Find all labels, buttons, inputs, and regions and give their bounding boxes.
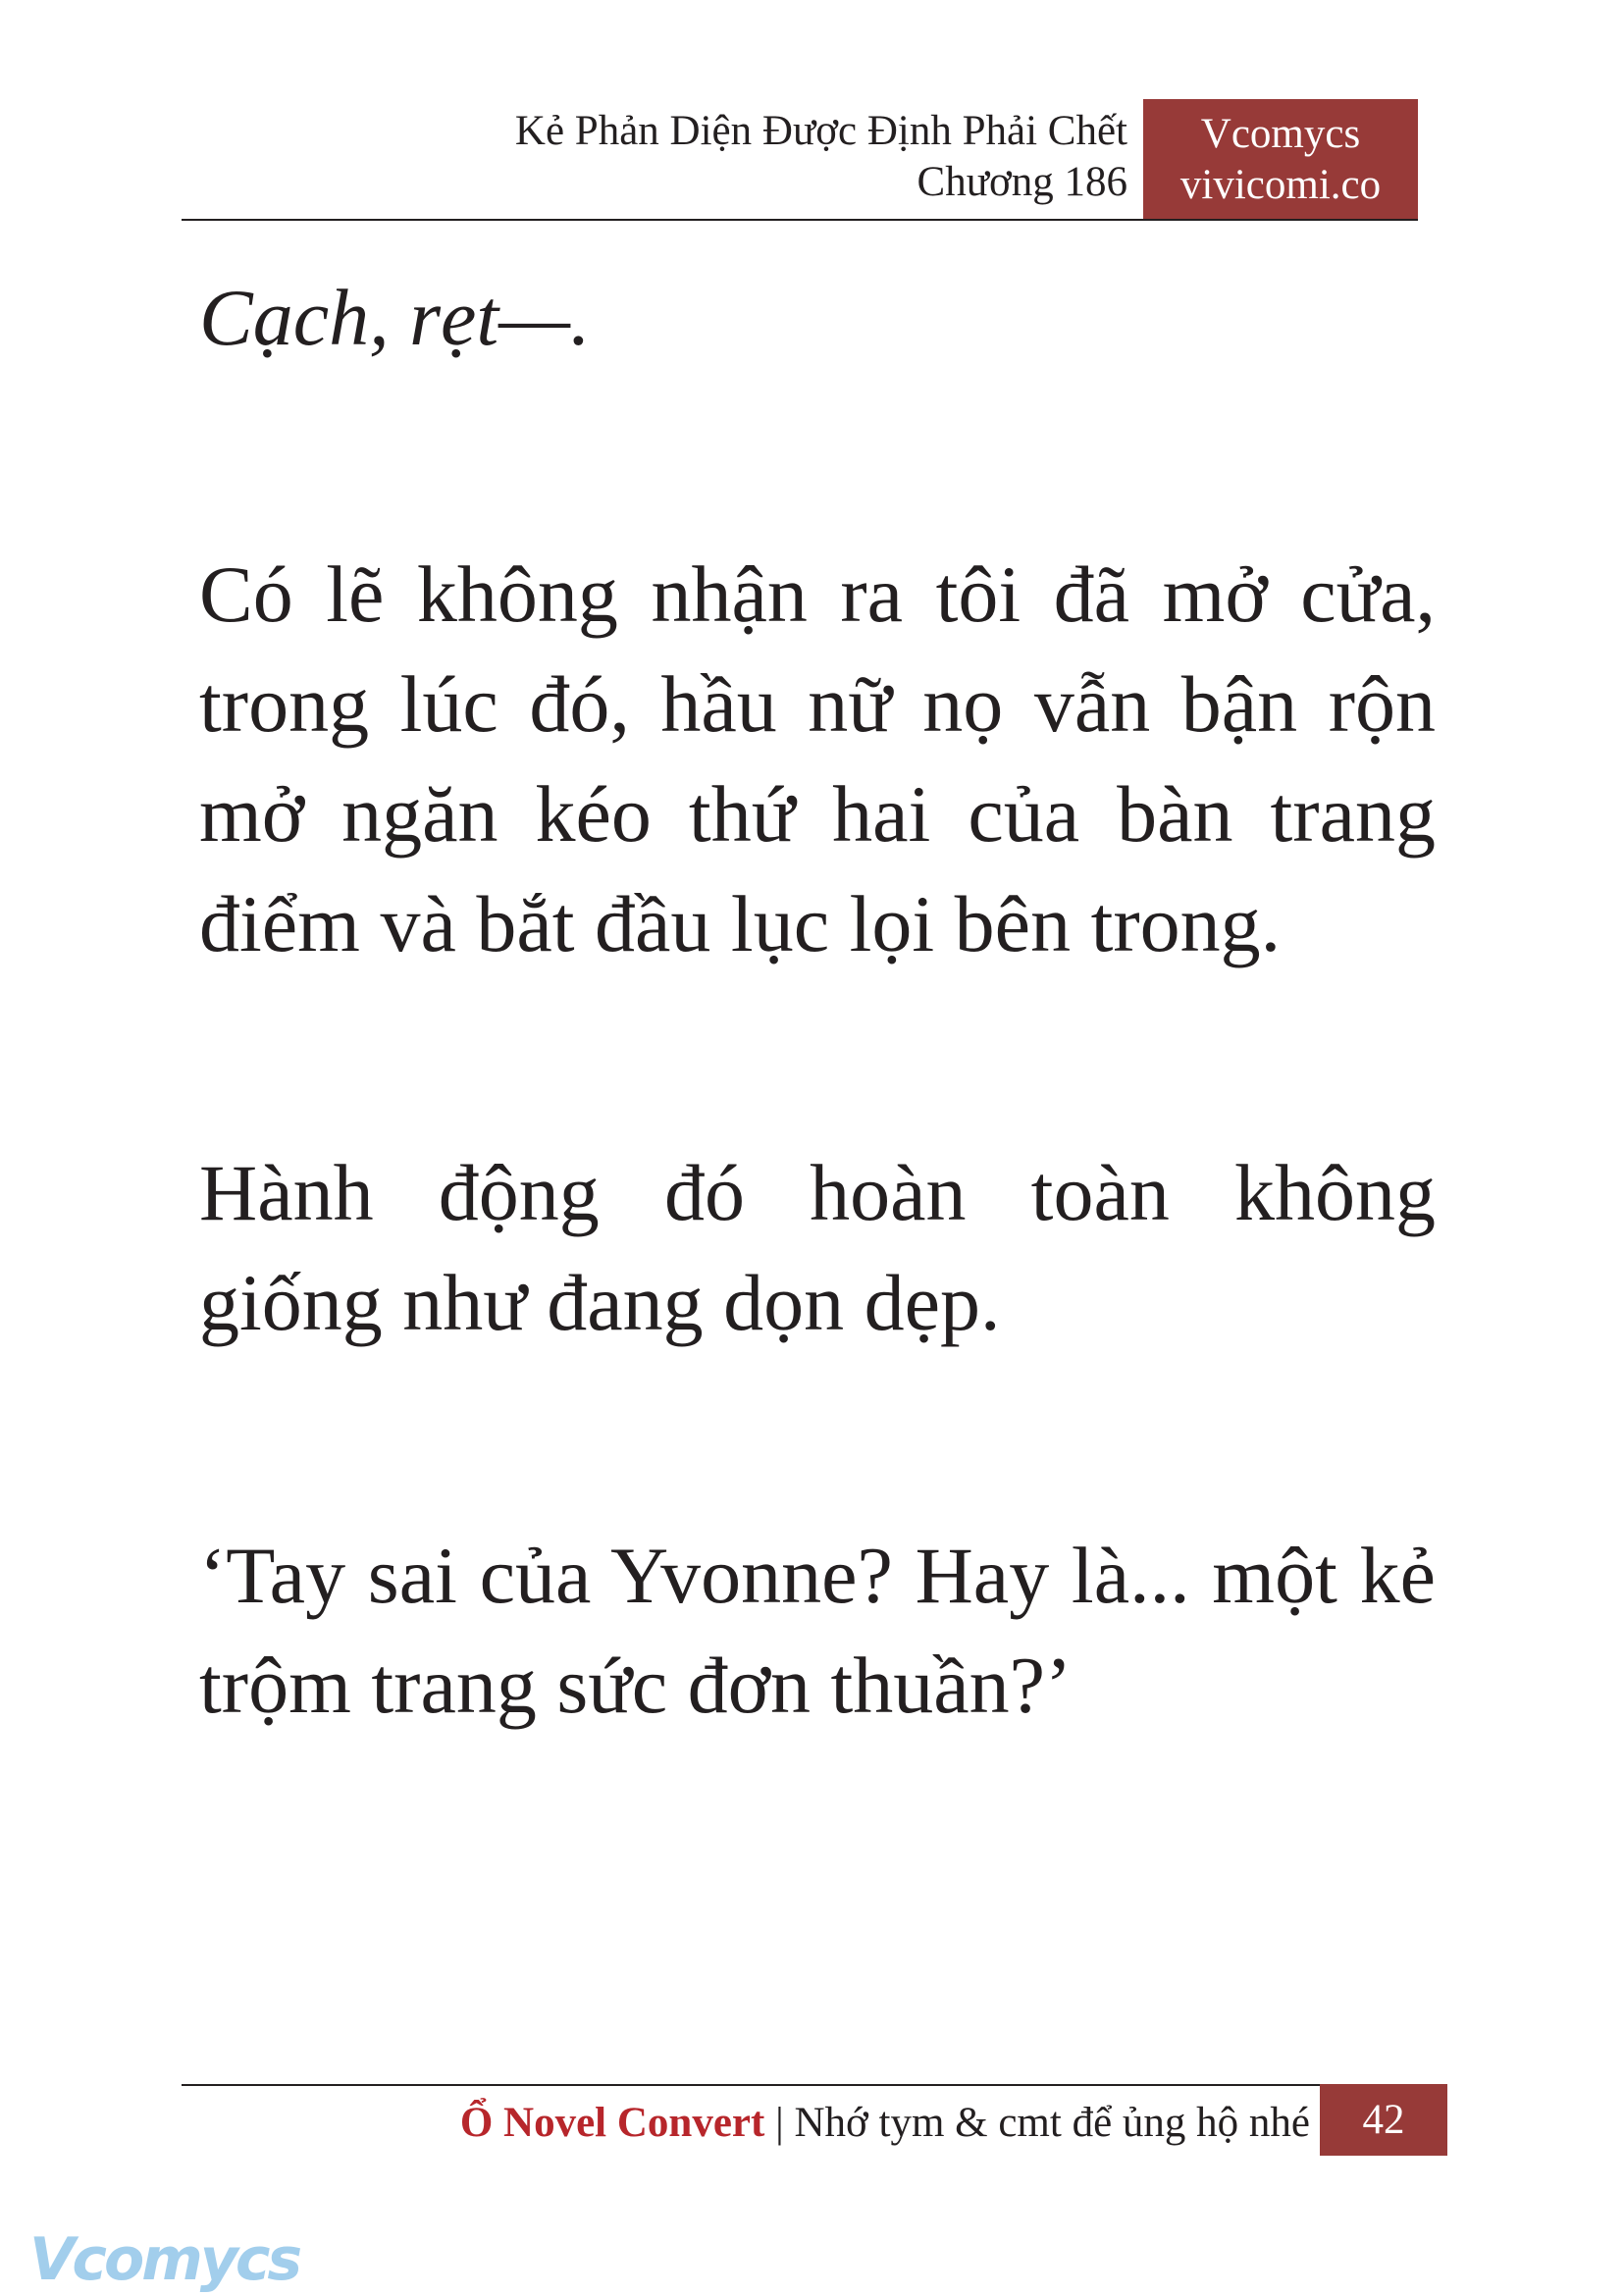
- site-badge: [1143, 99, 1418, 220]
- footer-separator: |: [764, 2100, 795, 2146]
- site-url: vivicomi.co: [1179, 162, 1382, 208]
- watermark-logo: Vcomycs: [29, 2225, 300, 2294]
- paragraph-sound: Cạch, rẹt—.: [199, 273, 591, 362]
- footer-brand: Ổ Novel Convert: [459, 2100, 765, 2146]
- paragraph-2-line-1: Hành động đó hoàn toàn không: [199, 1148, 1436, 1237]
- footer-divider: [182, 2084, 1320, 2086]
- footer: [460, 2094, 1310, 2153]
- running-header: [515, 106, 1127, 208]
- page-number: 42: [1320, 2084, 1447, 2156]
- chapter-label: Chương 186: [917, 159, 1127, 205]
- book-title: Kẻ Phản Diện Được Định Phải Chết: [514, 108, 1127, 154]
- paragraph-1: Có lẽ không nhận ra tôi đã mở cửa, trong lúc đó, hầu nữ nọ vẫn bận rộn mở ngăn kéo thứ hai của bàn trang điểm và bắt đầu lục lọi bên trong.: [199, 549, 1436, 968]
- footer-message: Nhớ tym & cmt để ủng hộ nhé: [794, 2100, 1310, 2146]
- paragraph-2-line-2: giống như đang dọn dẹp.: [199, 1258, 1001, 1347]
- header-divider: [182, 219, 1418, 221]
- paragraph-3: ‘Tay sai của Yvonne? Hay là... một kẻ trộm trang sức đơn thuần?’: [199, 1531, 1436, 1730]
- site-name: Vcomycs: [1200, 111, 1361, 157]
